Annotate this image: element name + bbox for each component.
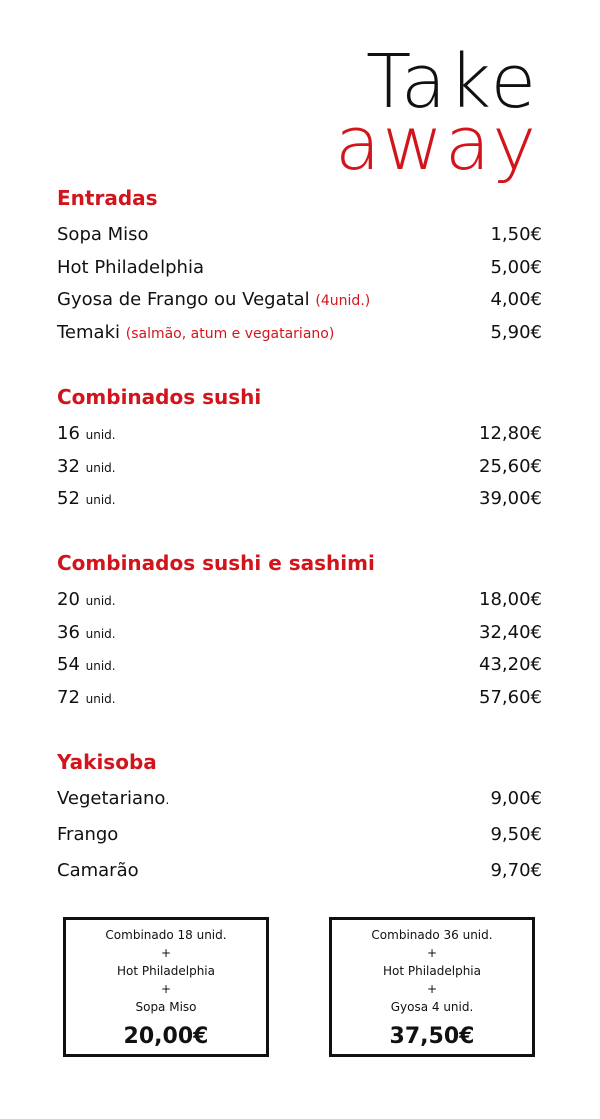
menu-item: [57, 860, 542, 896]
section-title: Entradas: [57, 186, 158, 210]
item-unit: unid.: [85, 626, 116, 641]
item-unit: unid.: [85, 691, 116, 706]
item-name: Camarão: [57, 860, 139, 881]
section-entradas: [57, 186, 542, 354]
item-name: Temaki: [57, 321, 120, 343]
section-title: Yakisoba: [57, 750, 157, 774]
logo-line-away: away: [334, 101, 538, 187]
menu-item: [57, 824, 542, 860]
item-price: 43,20€: [479, 654, 542, 675]
item-price: 4,00€: [490, 289, 542, 310]
item-name: Vegetariano: [57, 788, 166, 809]
item-price: 1,50€: [490, 224, 542, 245]
item-unit: unid.: [85, 428, 116, 442]
item-qty: 16: [57, 423, 80, 444]
item-price: 9,70€: [490, 860, 542, 881]
menu-item: [57, 622, 542, 655]
item-unit: unid.: [85, 659, 116, 673]
menu-item: [57, 654, 542, 687]
item-price: 12,80€: [479, 423, 542, 444]
menu-item: [57, 423, 542, 456]
menu-item: [57, 257, 542, 290]
item-price: 32,40€: [479, 621, 542, 643]
item-qty: 36: [57, 621, 80, 643]
menu-item: [57, 488, 542, 521]
menu-item: [57, 589, 542, 622]
menu-item: [57, 289, 542, 322]
item-unit: unid.: [85, 493, 116, 507]
combo-price: 37,50€: [389, 1024, 475, 1049]
logo-line-take: Take: [365, 39, 538, 125]
item-qty: 20: [57, 589, 80, 610]
item-price: 39,00€: [479, 488, 542, 509]
item-name: Hot Philadelphia: [57, 256, 204, 278]
combo-line: +: [426, 946, 438, 960]
combo-line: +: [160, 982, 172, 996]
item-price: 5,00€: [490, 256, 542, 278]
item-note: (4unid.): [315, 293, 371, 309]
item-price: 57,60€: [479, 686, 542, 708]
combo-line: Combinado 36 unid.: [371, 928, 493, 942]
item-note: (salmão, atum e vegatariano): [125, 325, 335, 342]
section-title: Combinados sushi e sashimi: [57, 551, 375, 575]
combo-price: 20,00€: [123, 1024, 209, 1049]
combo-line: Sopa Miso: [135, 1000, 197, 1014]
menu-item: [57, 687, 542, 720]
item-price: 25,60€: [479, 455, 542, 477]
item-qty: 72: [57, 686, 80, 708]
menu-item: [57, 788, 542, 824]
item-qty: 54: [57, 654, 80, 675]
combo-line: Combinado 18 unid.: [105, 928, 227, 942]
menu-item: [57, 322, 542, 355]
section-combinados-sushi: [57, 385, 542, 521]
item-unit: unid.: [85, 594, 116, 608]
item-name: Sopa Miso: [57, 224, 149, 245]
item-unit: unid.: [85, 460, 116, 475]
item-qty: 52: [57, 488, 80, 509]
item-price: 9,00€: [490, 788, 542, 809]
item-note: .: [165, 793, 170, 807]
item-qty: 32: [57, 455, 80, 477]
combo-line: Hot Philadelphia: [117, 964, 215, 978]
item-price: 9,50€: [490, 824, 542, 845]
section-title: Combinados sushi: [57, 385, 262, 409]
menu-item: [57, 224, 542, 257]
item-price: 18,00€: [479, 589, 542, 610]
combo-line: Gyosa 4 unid.: [390, 1000, 474, 1014]
item-price: 5,90€: [490, 321, 542, 343]
item-name: Gyosa de Frango ou Vegatal: [57, 289, 310, 310]
combo-box: [63, 917, 269, 1057]
take-away-logo: [308, 39, 538, 187]
combo-line: +: [426, 982, 438, 996]
combo-line: Hot Philadelphia: [383, 964, 481, 978]
combo-box: [329, 917, 535, 1057]
section-combinados-sushi-sashimi: [57, 551, 542, 719]
menu-item: [57, 456, 542, 489]
combo-line: +: [160, 946, 172, 960]
section-yakisoba: [57, 750, 542, 896]
item-name: Frango: [57, 824, 119, 845]
